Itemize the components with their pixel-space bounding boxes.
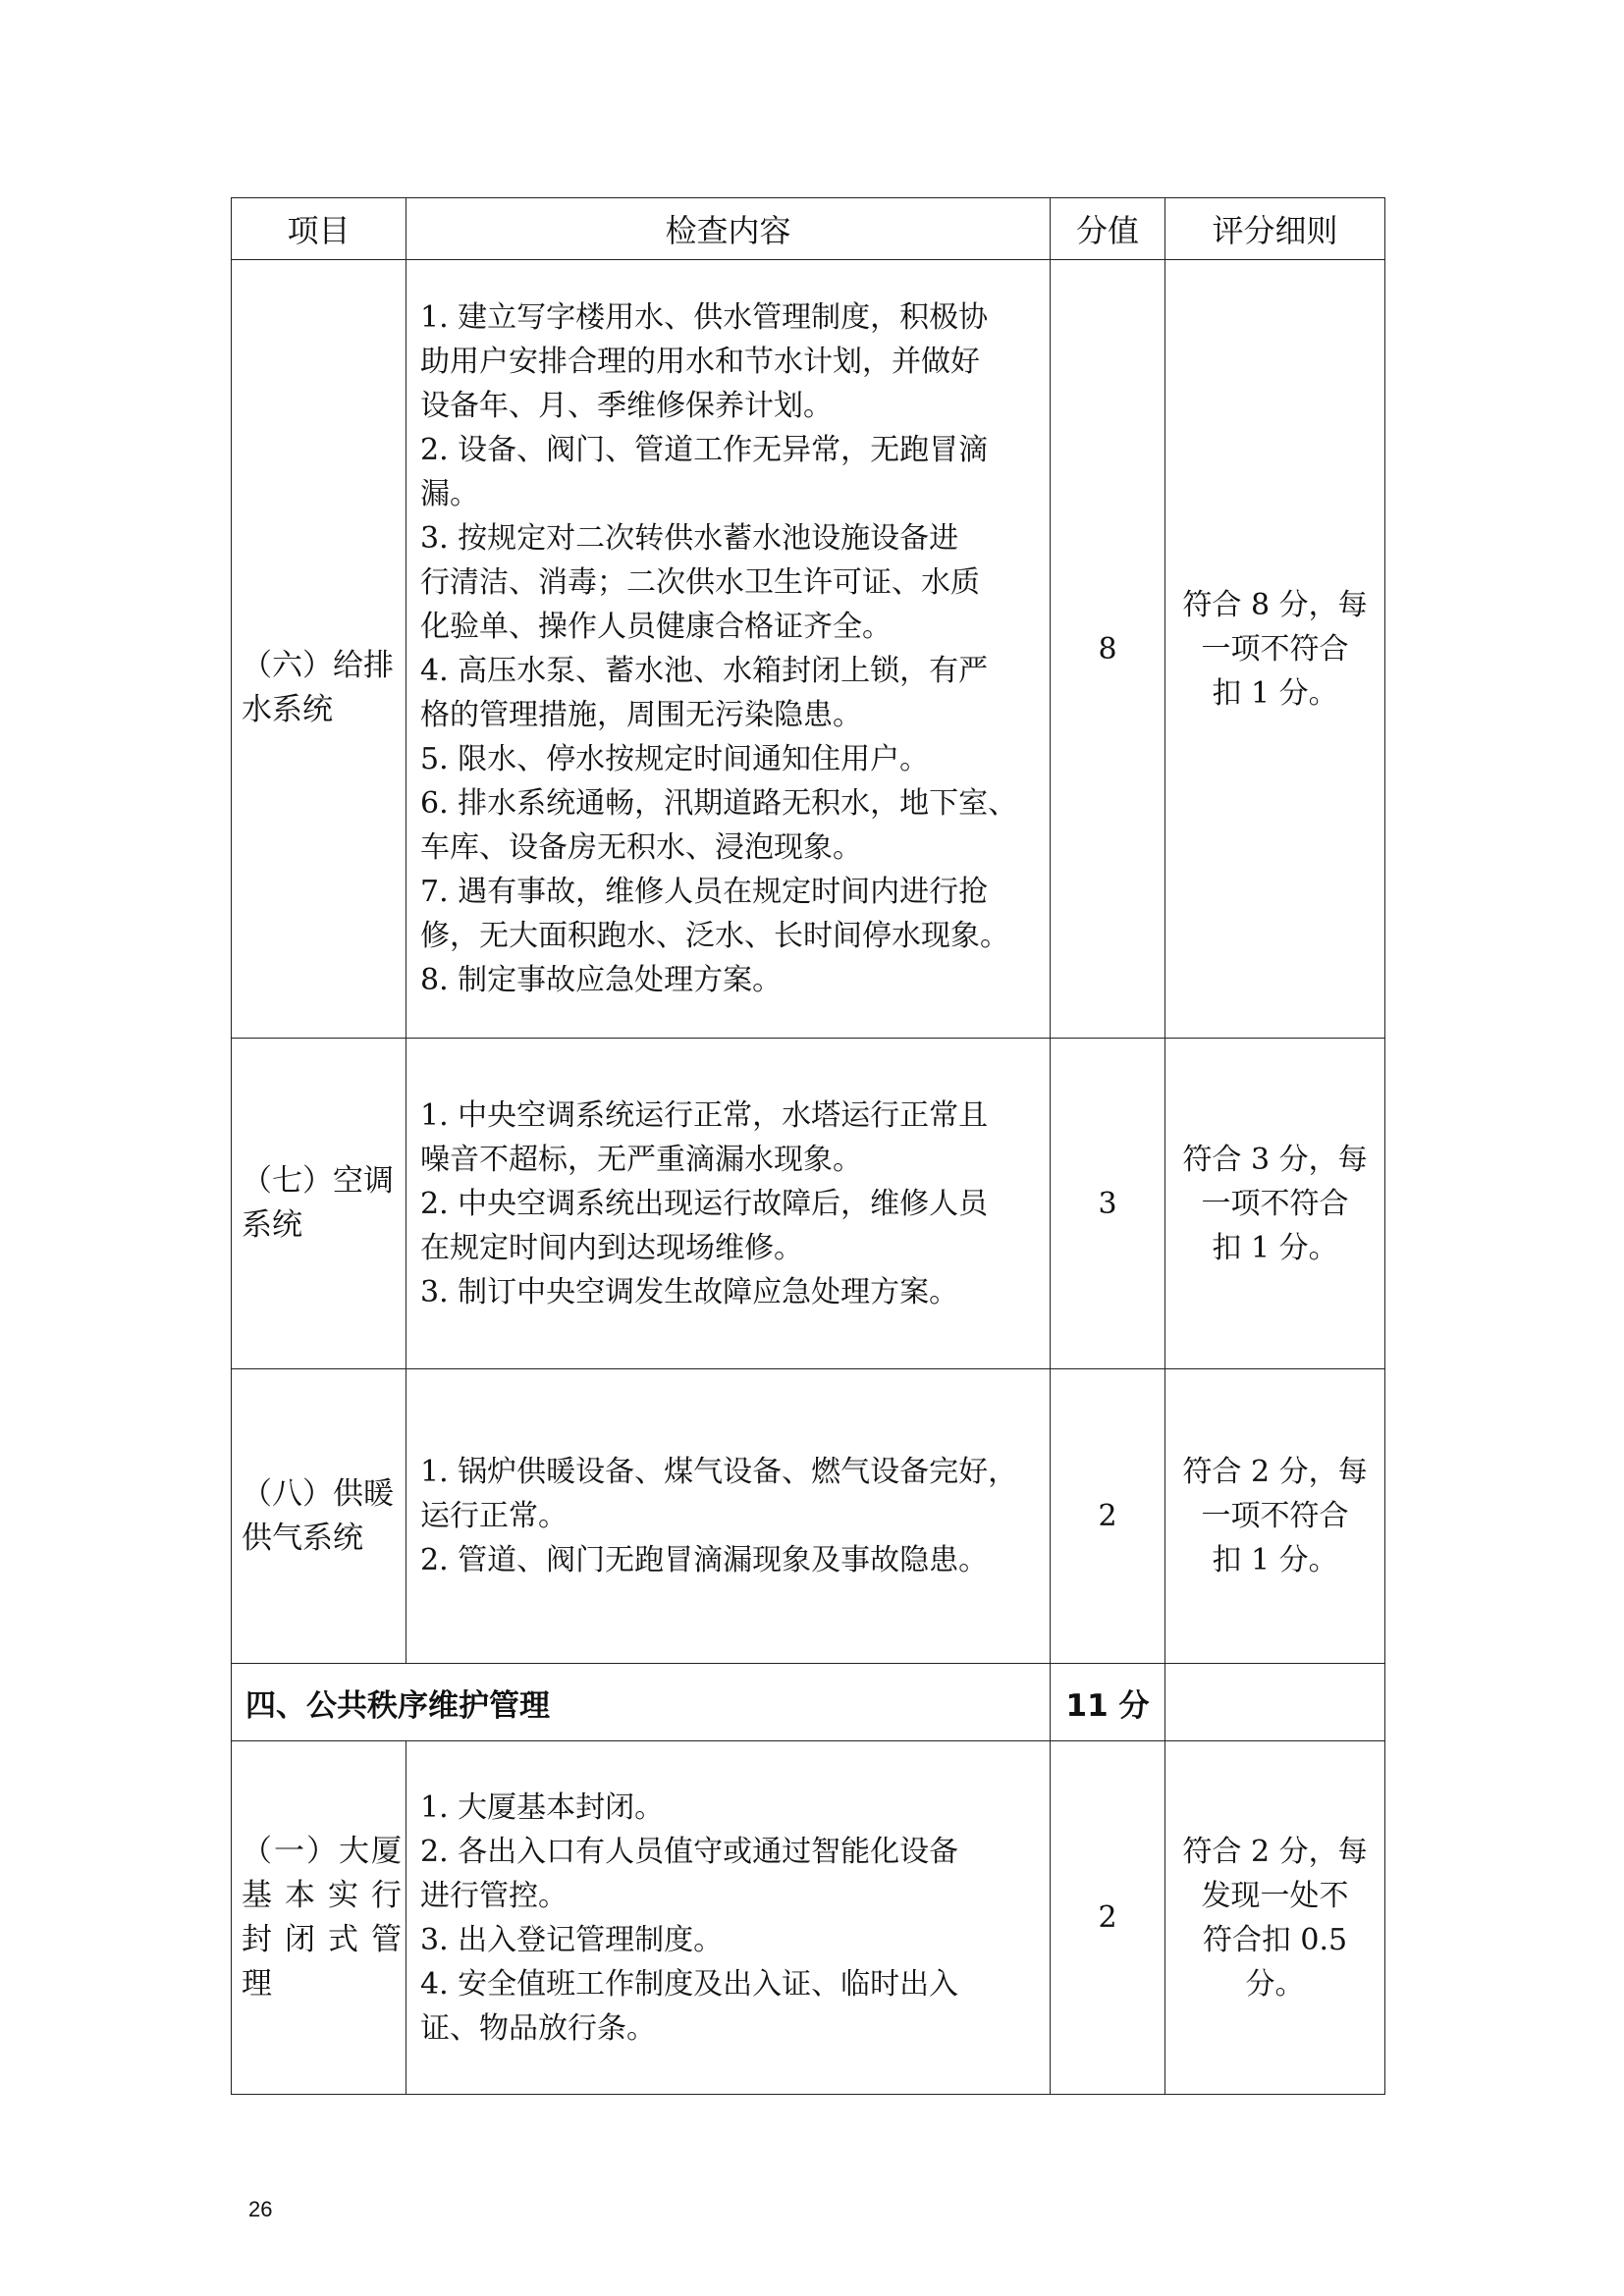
- rule-line: 符合 2 分，每: [1182, 1834, 1368, 1869]
- rule-line: 一项不符合: [1201, 1499, 1349, 1533]
- content-line: 化验单、操作人员健康合格证齐全。: [420, 610, 892, 644]
- item-line: 供气系统: [242, 1520, 363, 1556]
- item-line: （八）供暖: [242, 1475, 394, 1512]
- rule-line: 发现一处不: [1201, 1878, 1349, 1913]
- header-content: 检查内容: [406, 198, 1051, 260]
- rule-cell: [1165, 1039, 1385, 1369]
- item-cell: [232, 1741, 406, 2095]
- section-row: [232, 1664, 1385, 1741]
- score-cell: 2: [1051, 1741, 1165, 2095]
- content-line: 修，无大面积跑水、泛水、长时间停水现象。: [420, 919, 1009, 953]
- header-item: 项目: [232, 198, 406, 260]
- item-line: （六）给排: [242, 648, 394, 683]
- content-line: 助用户安排合理的用水和节水计划，并做好: [420, 345, 980, 379]
- rule-line: 符合 3 分，每: [1182, 1142, 1368, 1177]
- rule-cell: [1165, 1369, 1385, 1664]
- content-line: 格的管理措施，周围无污染隐患。: [420, 698, 862, 732]
- item-cell: [232, 260, 406, 1039]
- content-line: 证、物品放行条。: [420, 2010, 656, 2046]
- score-cell: 8: [1051, 260, 1165, 1039]
- section-title: 四、公共秩序维护管理: [232, 1664, 1051, 1741]
- content-line: 2. 管道、阀门无跑冒滴漏现象及事故隐患。: [420, 1543, 989, 1577]
- table-row-heating-gas: [232, 1369, 1385, 1664]
- content-line: 行清洁、消毒；二次供水卫生许可证、水质: [420, 565, 980, 600]
- score-cell: 3: [1051, 1039, 1165, 1369]
- item-line: （七）空调: [242, 1163, 394, 1199]
- content-line: 3. 制订中央空调发生故障应急处理方案。: [420, 1274, 959, 1309]
- content-line: 2. 中央空调系统出现运行故障后，维修人员: [420, 1186, 989, 1221]
- page-number: 26: [248, 2197, 273, 2221]
- header-score: 分值: [1051, 198, 1165, 260]
- item-line: 基本实行: [242, 1877, 402, 1913]
- rule-line: 扣 1 分。: [1212, 1230, 1338, 1265]
- score-cell: 2: [1051, 1369, 1165, 1664]
- content-line: 在规定时间内到达现场维修。: [420, 1230, 803, 1265]
- rule-line: 一项不符合: [1201, 1186, 1349, 1221]
- item-line: （一）大厦: [242, 1833, 402, 1869]
- content-line: 1. 大厦基本封闭。: [420, 1789, 665, 1825]
- content-line: 进行管控。: [420, 1878, 568, 1913]
- content-line: 3. 出入登记管理制度。: [420, 1922, 724, 1957]
- table-row-water-system: [232, 260, 1385, 1039]
- content-cell: [406, 1039, 1051, 1369]
- header-rule: 评分细则: [1165, 198, 1385, 260]
- content-line: 漏。: [420, 477, 479, 511]
- content-line: 噪音不超标，无严重滴漏水现象。: [420, 1142, 862, 1177]
- rule-line: 扣 1 分。: [1212, 675, 1338, 711]
- content-cell: [406, 1369, 1051, 1664]
- content-line: 8. 制定事故应急处理方案。: [420, 963, 783, 997]
- rule-cell: [1165, 1741, 1385, 2095]
- item-cell: [232, 1039, 406, 1369]
- item-line: 水系统: [242, 692, 333, 727]
- content-line: 4. 安全值班工作制度及出入证、临时出入: [420, 1966, 959, 2002]
- content-cell: [406, 1741, 1051, 2095]
- section-empty-cell: [1165, 1664, 1385, 1741]
- content-line: 6. 排水系统通畅，汛期道路无积水，地下室、: [420, 786, 1018, 821]
- rule-line: 分。: [1245, 1966, 1305, 2002]
- content-line: 1. 锅炉供暖设备、煤气设备、燃气设备完好，: [420, 1455, 1018, 1489]
- rule-cell: [1165, 260, 1385, 1039]
- content-line: 5. 限水、停水按规定时间通知住用户。: [420, 742, 930, 776]
- rule-line: 符合 8 分，每: [1182, 587, 1368, 622]
- scoring-table: [231, 197, 1385, 2095]
- content-line: 4. 高压水泵、蓄水池、水箱封闭上锁，有严: [420, 654, 989, 688]
- table-row-air-conditioning: [232, 1039, 1385, 1369]
- content-line: 7. 遇有事故，维修人员在规定时间内进行抢: [420, 875, 989, 909]
- content-line: 1. 中央空调系统运行正常，水塔运行正常且: [420, 1097, 989, 1133]
- content-line: 2. 设备、阀门、管道工作无异常，无跑冒滴: [420, 433, 989, 467]
- rule-line: 扣 1 分。: [1212, 1543, 1338, 1577]
- content-line: 设备年、月、季维修保养计划。: [420, 389, 833, 423]
- content-line: 2. 各出入口有人员值守或通过智能化设备: [420, 1834, 959, 1869]
- item-line: 系统: [242, 1207, 302, 1243]
- content-line: 运行正常。: [420, 1499, 568, 1533]
- item-line: 理: [242, 1965, 272, 2002]
- rule-line: 一项不符合: [1201, 631, 1349, 667]
- section-points: 11 分: [1051, 1664, 1165, 1741]
- item-cell: [232, 1369, 406, 1664]
- content-line: 1. 建立写字楼用水、供水管理制度，积极协: [420, 300, 989, 335]
- content-line: 车库、设备房无积水、浸泡现象。: [420, 830, 862, 865]
- header-row: [232, 198, 1385, 260]
- rule-line: 符合扣 0.5: [1202, 1922, 1348, 1957]
- content-cell: [406, 260, 1051, 1039]
- content-line: 3. 按规定对二次转供水蓄水池设施设备进: [420, 521, 959, 556]
- table-row-building-closure: [232, 1741, 1385, 2095]
- item-line: 封闭式管: [242, 1921, 402, 1957]
- rule-line: 符合 2 分，每: [1182, 1455, 1368, 1489]
